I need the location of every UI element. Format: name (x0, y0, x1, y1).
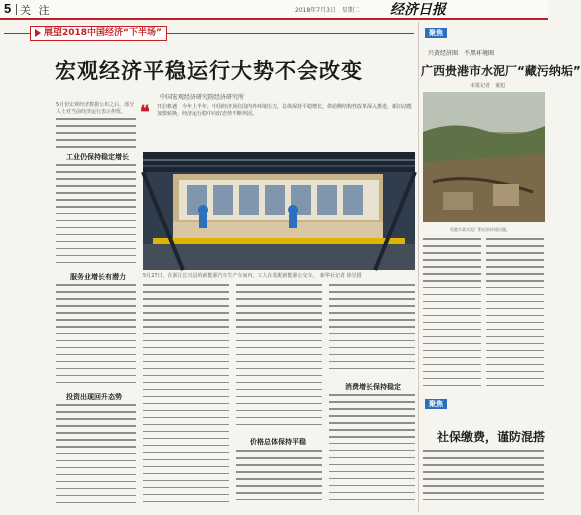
triangle-icon (35, 29, 41, 37)
body-text-column-2 (143, 284, 229, 512)
side-story-body-b (486, 238, 544, 393)
side-story-byline: 本报记者 童旭 (470, 83, 506, 89)
story-kicker: 展望2018中国经济“下半场” (30, 26, 167, 41)
story-headline: 宏观经济平稳运行大势不会改变 (55, 59, 363, 83)
body-text-column-1c (56, 284, 136, 389)
body-text-column-1d (56, 404, 136, 512)
quote-mark-icon: ❝ (140, 102, 150, 123)
side-story-headline: 广西贵港市水泥厂“藏污纳垢” (421, 64, 581, 78)
section-name: 关 注 (20, 4, 52, 17)
subhead-1: 工业仍保持稳定增长 (66, 153, 129, 161)
quote-text: 开启机遇 今年上半年，中国经济顶住国内外环境压力，总体保持平稳增长，供给侧结构性改革深入推进，新旧动能加快转换，经济运行稳中向好态势不断巩固。 (157, 104, 413, 117)
column-rule-right (418, 22, 419, 512)
story-byline: 中国宏观经济研究院经济研究所 (160, 94, 245, 101)
paper-logo: 经济日报 (390, 2, 446, 18)
assembly-line-photo (143, 152, 415, 270)
bottom-story-headline: 社保缴费，谨防混搭 (437, 430, 546, 444)
intro-paragraph: 5月份宏观经济数据公布之后，部分人士对当前经济运行表示担忧。 (56, 102, 135, 115)
body-text-column-4b (329, 394, 415, 512)
masthead (0, 0, 548, 20)
body-text-column-1b (56, 164, 136, 269)
body-text-column-1a (56, 118, 136, 150)
side-story-kicker: 兴黄经济圈 不黑环境圈 (428, 50, 495, 57)
masthead-divider (16, 4, 17, 15)
side-photo-caption: 贵港市某水泥厂附近的环境问题。 (450, 227, 510, 232)
body-text-column-3a (236, 284, 322, 434)
landscape-illustration (423, 92, 545, 222)
section-tag-focus-2: 聚焦 (425, 399, 447, 409)
side-story-body-a (423, 238, 481, 393)
section-tag-focus: 聚焦 (425, 28, 447, 38)
body-text-column-4a (329, 284, 415, 379)
subhead-2: 服务业增长有潜力 (70, 273, 126, 281)
subhead-5: 消费增长保持稳定 (345, 383, 401, 391)
page-number: 5 (4, 1, 12, 16)
bus-factory-illustration (143, 152, 415, 270)
subhead-4: 价格总体保持平稳 (250, 438, 306, 446)
cement-plant-photo (423, 92, 545, 222)
issue-date: 2018年7月3日 星期二 (295, 7, 360, 14)
bottom-story-body (423, 450, 544, 512)
subhead-3: 投资出现回升态势 (66, 393, 122, 401)
body-text-column-3b (236, 450, 322, 512)
photo-caption: 5月27日，在浙江长兴县的新能源汽车生产车间内，工人在装配新能源公交车。 新华社记者 徐昱摄 (143, 273, 362, 279)
